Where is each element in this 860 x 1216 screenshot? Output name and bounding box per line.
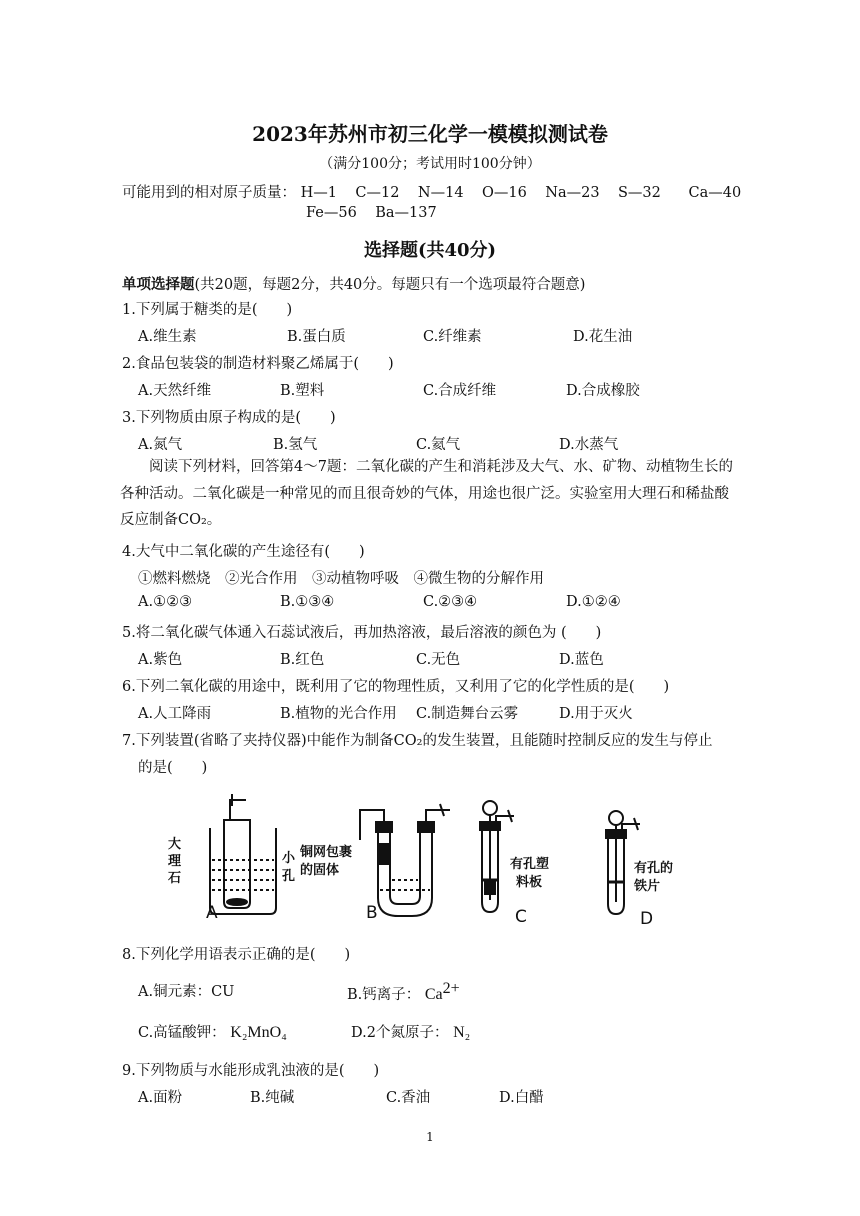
question-stem: 8.下列化学用语表示正确的是( ) — [122, 947, 351, 963]
funnel-c — [483, 801, 497, 815]
question-stem: 2.食品包装袋的制造材料聚乙烯属于( ) — [122, 356, 394, 372]
apparatus-figure — [160, 790, 710, 930]
option: B.纯碱 — [250, 1090, 295, 1106]
question-stem: 3.下列物质由原子构成的是( ) — [122, 410, 336, 426]
atomic-mass-o: O—16 — [481, 185, 527, 201]
atomic-mass-ba: Ba—137 — [375, 205, 437, 221]
u-tube-inner — [390, 830, 420, 904]
atomic-mass-na: Na—23 — [545, 185, 600, 201]
label-d-line2: 铁片 — [634, 879, 661, 894]
section-title: 选择题(共40分) — [363, 240, 497, 261]
option: A.天然纤维 — [138, 383, 212, 399]
instruction-bold: 单项选择题 — [122, 276, 195, 293]
question-stem-continued: 的是( ) — [138, 760, 208, 776]
label-b: B — [366, 903, 378, 923]
label-d: D — [640, 909, 654, 929]
question-stem: 9.下列物质与水能形成乳浊液的是( ) — [122, 1063, 380, 1079]
label-a-left-1: 大 — [168, 837, 182, 852]
option-b-charge: 2+ — [442, 980, 460, 997]
option: C.纤维素 — [423, 329, 482, 345]
option-c-formula: K₂MnO₄ — [230, 1024, 287, 1041]
option: D.白醋 — [499, 1090, 544, 1106]
outlet-b — [426, 810, 450, 822]
question-stem: 6.下列二氧化碳的用途中，既利用了它的物理性质，又利用了它的化学性质的是( ) — [122, 679, 670, 695]
atomic-mass-line-2 — [306, 205, 437, 221]
atomic-mass-h: H—1 — [300, 185, 337, 201]
label-a-left-2: 理 — [168, 854, 182, 869]
question-stem: 4.大气中二氧化碳的产生途径有( ) — [122, 544, 365, 560]
stopper-b-right — [418, 822, 434, 832]
option: B.蛋白质 — [287, 329, 346, 345]
option-c-label: C.高锰酸钾： — [138, 1025, 226, 1041]
option: C.制造舞台云雾 — [416, 706, 519, 722]
option-b — [347, 980, 460, 1004]
question-stem: 5.将二氧化碳气体通入石蕊试液后，再加热溶液，最后溶液的颜色为 ( ) — [122, 625, 602, 641]
exam-subtitle: （满分100分；考试用时100分钟） — [319, 156, 541, 172]
instruction-text: (共20题，每题2分，共40分。每题只有一个选项最符合题意) — [194, 277, 586, 293]
option: A.①②③ — [138, 594, 193, 610]
option: D.合成橡胶 — [566, 383, 640, 399]
label-a-right-1: 小 — [282, 851, 296, 866]
marble-a — [227, 899, 247, 905]
label-c-line1: 有孔塑 — [510, 857, 550, 872]
option: B.氢气 — [273, 437, 318, 453]
question-stem: 1.下列属于糖类的是( ) — [122, 302, 293, 318]
option: C.香油 — [386, 1090, 431, 1106]
apparatus-svg — [160, 790, 710, 930]
label-b-line2: 的固体 — [300, 863, 340, 878]
option: C.合成纤维 — [423, 383, 497, 399]
option: B.植物的光合作用 — [280, 706, 397, 722]
option: D.蓝色 — [559, 652, 604, 668]
option: D.水蒸气 — [559, 437, 619, 453]
option: A.面粉 — [138, 1090, 183, 1106]
atomic-mass-ca: Ca—40 — [688, 185, 742, 201]
option: C.氦气 — [416, 437, 461, 453]
option: A.氮气 — [138, 437, 183, 453]
option-d — [351, 1021, 470, 1042]
instruction — [122, 273, 585, 294]
option: A.紫色 — [138, 652, 183, 668]
atomic-mass-fe: Fe—56 — [306, 205, 357, 221]
option-b-label: B.钙离子： — [347, 986, 421, 1003]
copper-mesh-b — [379, 844, 389, 864]
option-b-formula: Ca — [424, 985, 443, 1003]
label-b-line1: 铜网包裹 — [300, 845, 353, 860]
label-a-left-3: 石 — [168, 871, 182, 886]
label-a: A — [206, 903, 218, 923]
label-c: C — [515, 907, 527, 927]
option-a: A.铜元素：CU — [138, 984, 235, 1000]
page-number: 1 — [426, 1130, 434, 1144]
atomic-mass-s: S—32 — [618, 185, 661, 201]
option-d-label: D.2个氮原子： — [351, 1025, 449, 1041]
tube-a — [224, 820, 250, 908]
atomic-mass-c: C—12 — [355, 185, 400, 201]
option: C.②③④ — [423, 594, 478, 610]
option: B.红色 — [280, 652, 325, 668]
reading-passage: 阅读下列材料，回答第4～7题：二氧化碳的产生和消耗涉及大气、水、矿物、动植物生长的各种活动。二氧化碳是一种常见的而且很奇妙的气体，用途也很广泛。实验室用大理石和稀盐酸反应制备CO₂。 — [120, 459, 733, 528]
stopper-b-left — [376, 822, 392, 832]
atomic-mass-n: N—14 — [417, 185, 464, 201]
atomic-mass-line-1 — [122, 181, 741, 202]
option: A.维生素 — [138, 329, 197, 345]
label-c-line2: 料板 — [516, 875, 543, 890]
option: A.人工降雨 — [138, 706, 212, 722]
option: B.塑料 — [280, 383, 325, 399]
question-stem: 7.下列装置(省略了夹持仪器)中能作为制备CO₂的发生装置，且能随时控制反应的发生与停止 — [122, 733, 713, 749]
option: D.花生油 — [573, 329, 633, 345]
option-c — [138, 1021, 287, 1042]
option-d-formula: N₂ — [453, 1024, 471, 1041]
option: D.用于灭火 — [559, 706, 633, 722]
question-substatements: ①燃料燃烧 ②光合作用 ③动植物呼吸 ④微生物的分解作用 — [138, 571, 544, 587]
option: D.①②④ — [566, 594, 621, 610]
atomic-mass-label: 可能用到的相对原子质量： — [122, 185, 296, 201]
option: C.无色 — [416, 652, 461, 668]
option: B.①③④ — [280, 594, 335, 610]
page-title: 2023年苏州市初三化学一模模拟测试卷 — [252, 122, 608, 146]
funnel-d — [609, 811, 623, 825]
label-a-right-2: 孔 — [282, 869, 296, 884]
label-d-line1: 有孔的 — [634, 861, 674, 876]
